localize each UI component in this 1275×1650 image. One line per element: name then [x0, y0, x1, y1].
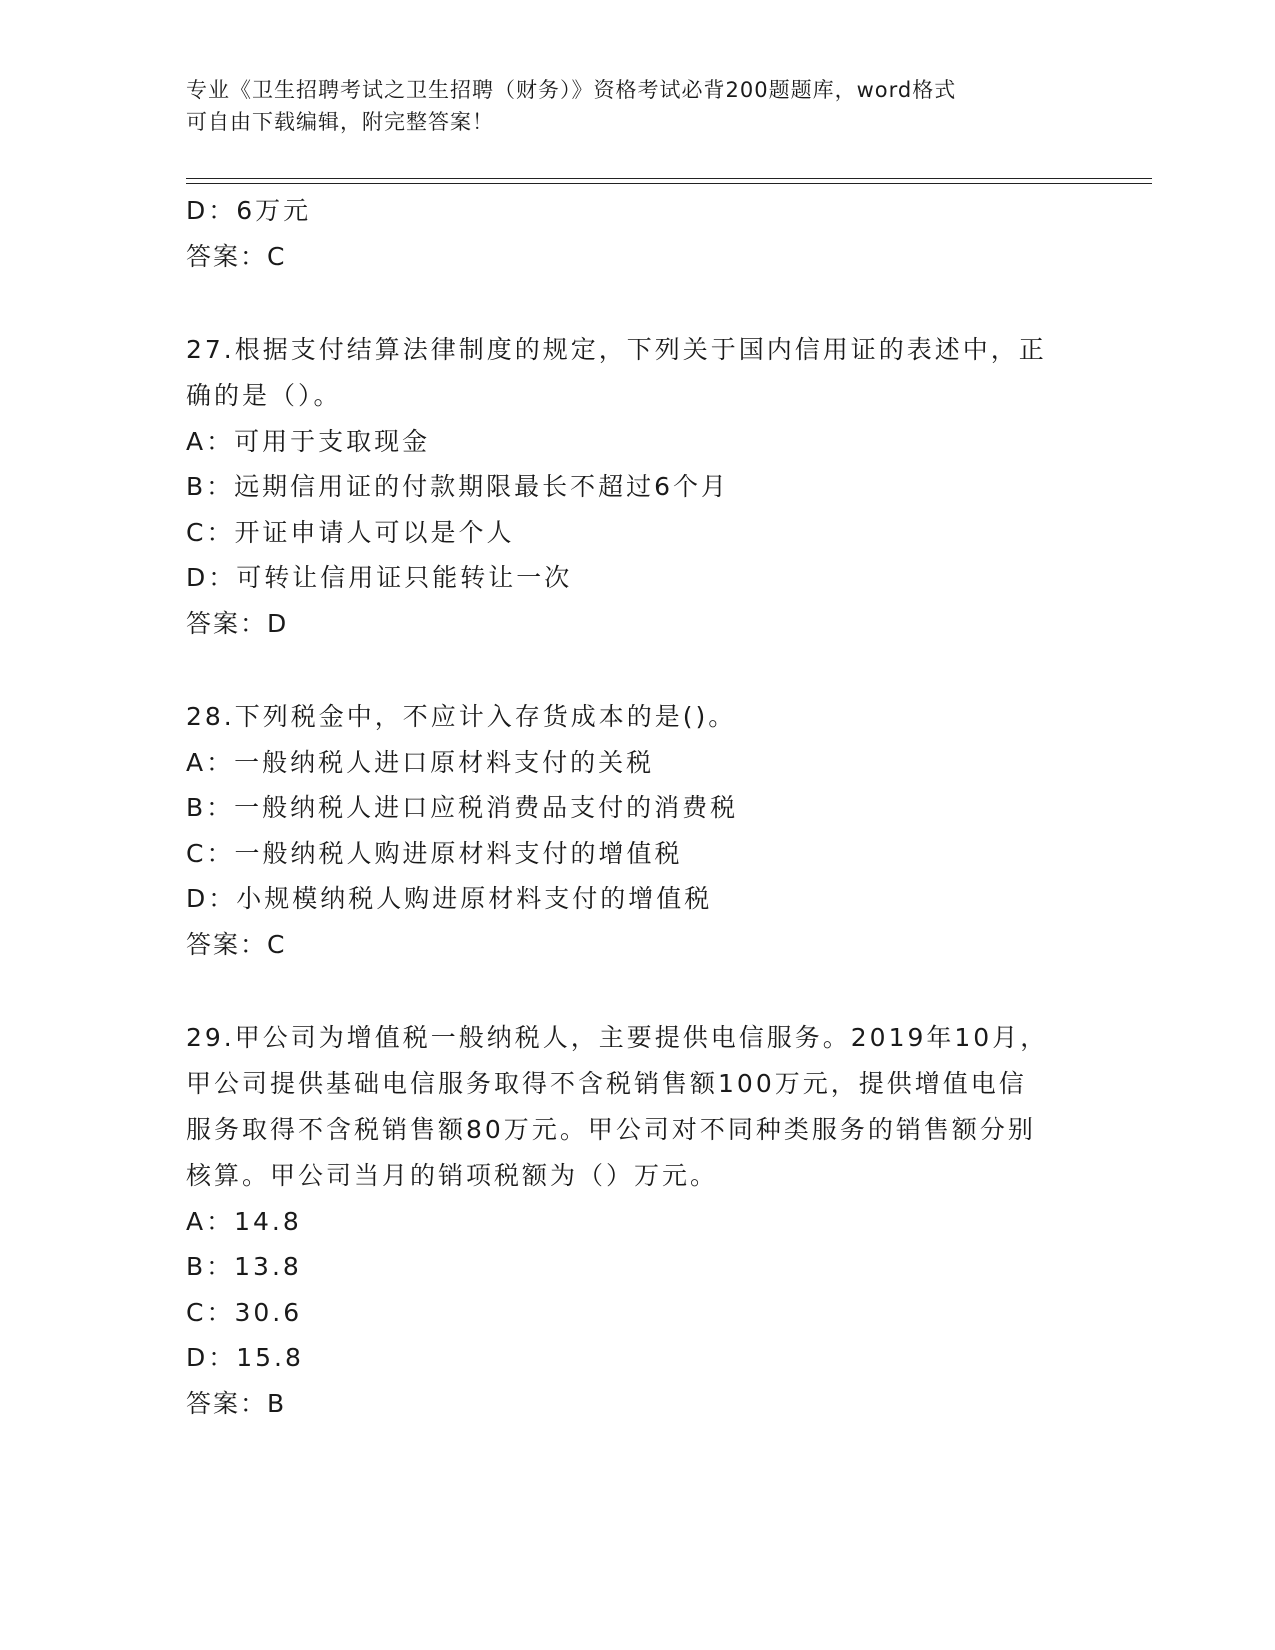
question-28-option-d: D：小规模纳税人购进原材料支付的增值税	[186, 884, 713, 913]
document-header	[186, 74, 1086, 138]
question-28-option-b: B：一般纳税人进口应税消费品支付的消费税	[186, 793, 739, 822]
question-content	[186, 188, 1086, 1427]
question-29-answer: 答案：B	[186, 1388, 287, 1418]
question-29-text-line-2: 甲公司提供基础电信服务取得不含税销售额100万元，提供增值电信	[186, 1068, 1027, 1098]
question-29-text-line-4: 核算。甲公司当月的销项税额为（）万元。	[186, 1160, 719, 1190]
question-28	[186, 694, 1086, 968]
question-27-option-a: A：可用于支取现金	[186, 426, 431, 456]
header-line-2: 可自由下载编辑，附完整答案！	[186, 110, 494, 134]
question-29	[186, 1015, 1086, 1427]
question-27-option-b: B：远期信用证的付款期限最长不超过6个月	[186, 472, 730, 501]
question-27-option-d: D：可转让信用证只能转让一次	[186, 563, 573, 592]
header-divider-top	[186, 178, 1152, 179]
spacer	[186, 647, 1086, 694]
question-28-option-c: C：一般纳税人购进原材料支付的增值税	[186, 838, 683, 868]
question-29-option-b: B：13.8	[186, 1252, 302, 1281]
question-27-option-c: C：开证申请人可以是个人	[186, 517, 515, 547]
prev-answer: 答案：C	[186, 241, 287, 271]
prev-option-d: D：6万元	[186, 196, 312, 225]
question-28-option-a: A：一般纳税人进口原材料支付的关税	[186, 747, 655, 777]
question-29-option-d: D：15.8	[186, 1343, 304, 1372]
question-27-text-line-1: 27.根据支付结算法律制度的规定，下列关于国内信用证的表述中，正	[186, 334, 1047, 364]
question-27	[186, 327, 1086, 647]
question-27-text-line-2: 确的是（）。	[186, 380, 342, 410]
header-line-1: 专业《卫生招聘考试之卫生招聘（财务）》资格考试必背200题题库，word格式	[186, 78, 957, 102]
question-29-option-a: A：14.8	[186, 1206, 302, 1236]
question-28-answer: 答案：C	[186, 929, 287, 959]
header-divider-bottom	[186, 183, 1152, 184]
question-27-answer: 答案：D	[186, 608, 289, 638]
question-29-text-line-3: 服务取得不含税销售额80万元。甲公司对不同种类服务的销售额分别	[186, 1114, 1036, 1144]
spacer	[186, 280, 1086, 327]
question-29-text-line-1: 29.甲公司为增值税一般纳税人，主要提供电信服务。2019年10月，	[186, 1022, 1049, 1052]
question-29-option-c: C：30.6	[186, 1297, 303, 1327]
spacer	[186, 968, 1086, 1015]
question-28-text-line-1: 28.下列税金中，不应计入存货成本的是()。	[186, 701, 737, 731]
